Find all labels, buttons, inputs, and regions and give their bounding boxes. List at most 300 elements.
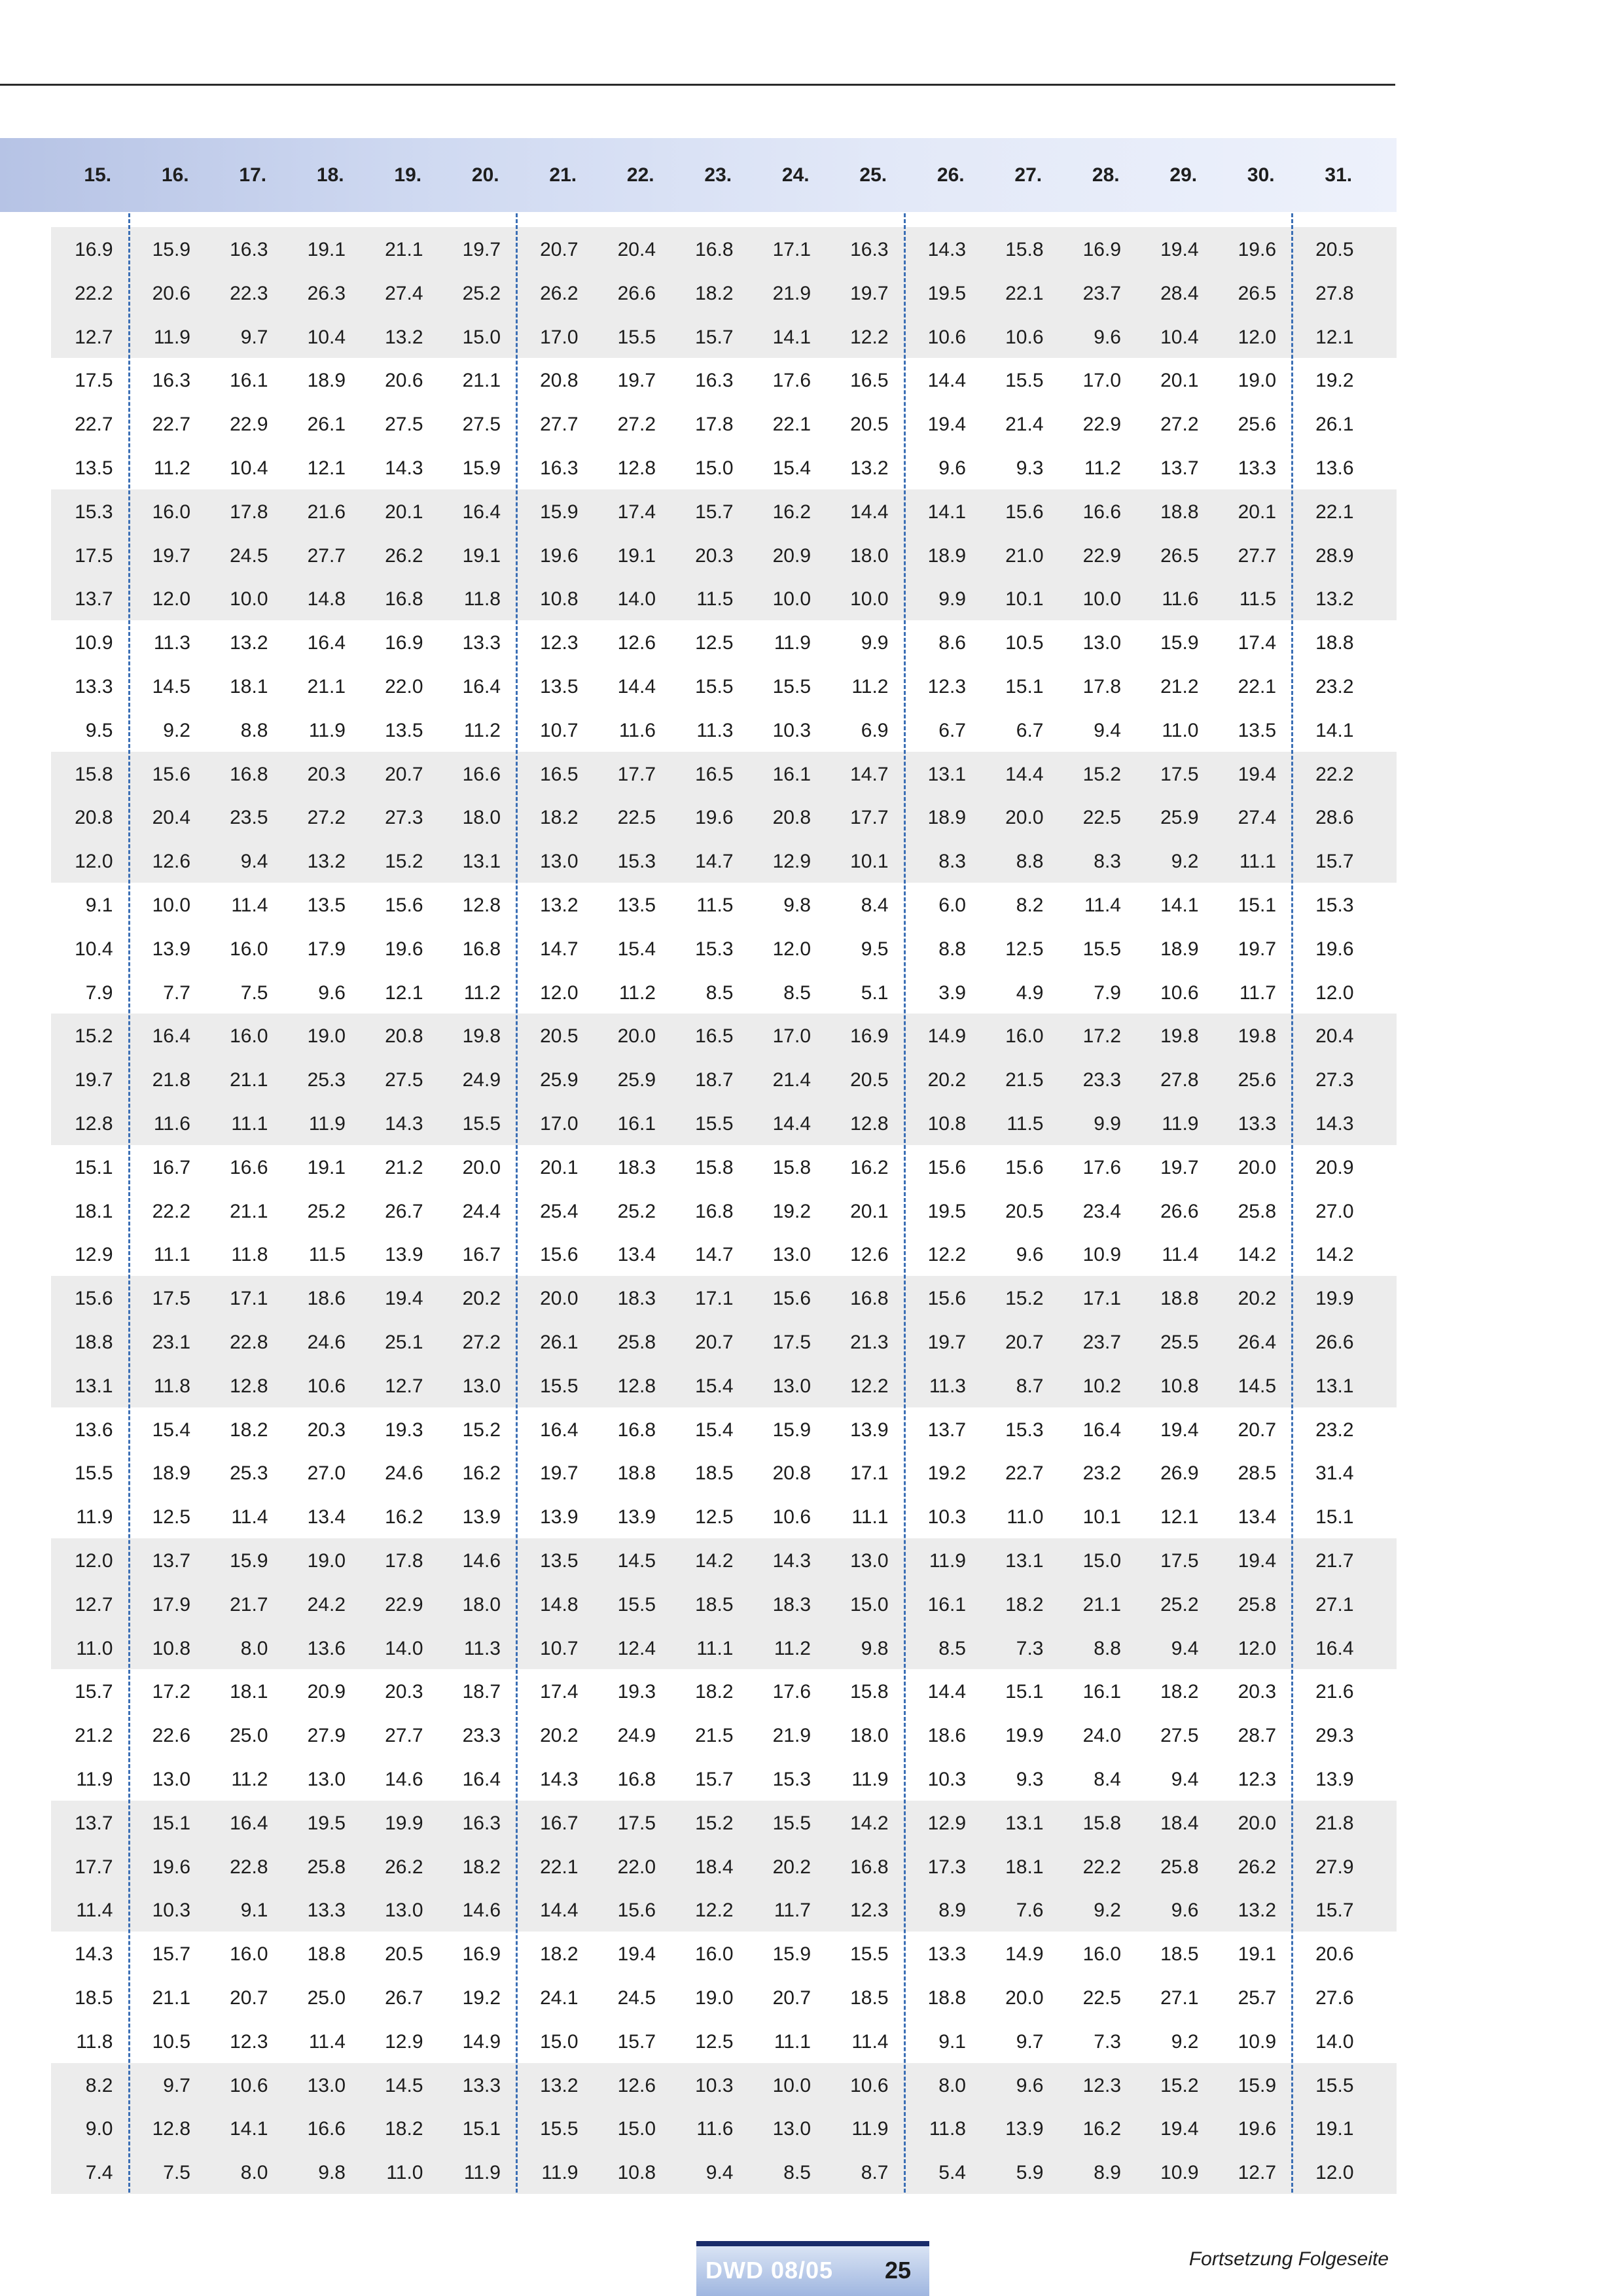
table-cell: 12.2: [927, 1244, 966, 1266]
table-cell: 10.4: [75, 938, 113, 960]
table-cell: 15.3: [1315, 894, 1354, 916]
table-cell: 17.2: [1082, 1025, 1121, 1048]
table-cell: 16.0: [695, 1943, 734, 1966]
table-cell: 25.8: [617, 1332, 656, 1353]
table-cell: 21.1: [307, 676, 346, 698]
table-cell: 13.4: [1238, 1506, 1276, 1528]
table-cell: 18.1: [75, 1200, 113, 1222]
table-cell: 25.2: [307, 1200, 346, 1222]
table-cell: 20.1: [1160, 370, 1199, 392]
table-cell: 27.4: [1238, 807, 1276, 829]
table-cell: 22.2: [152, 1200, 190, 1222]
table-cell: 16.5: [540, 763, 579, 785]
table-cell: 11.1: [774, 2030, 811, 2053]
table-cell: 15.7: [695, 1769, 734, 1790]
table-cell: 5.1: [861, 981, 889, 1004]
table-cell: 15.1: [152, 1812, 190, 1834]
table-cell: 8.2: [1016, 894, 1044, 916]
column-header: 26.: [936, 164, 965, 186]
table-cell: 11.3: [929, 1375, 966, 1397]
table-cell: 17.5: [75, 370, 113, 392]
table-cell: 15.0: [850, 1593, 889, 1616]
table-cell: 16.4: [1082, 1419, 1121, 1441]
table-cell: 10.2: [1082, 1375, 1121, 1397]
table-cell: 9.9: [938, 588, 966, 610]
table-cell: 14.4: [927, 1681, 966, 1703]
table-cell: 18.8: [617, 1462, 656, 1485]
table-cell: 21.8: [1315, 1812, 1354, 1834]
table-cell: 21.2: [385, 1156, 423, 1178]
table-cell: 19.6: [695, 807, 734, 829]
table-cell: 12.0: [75, 1550, 113, 1572]
table-cell: 15.6: [1005, 501, 1044, 523]
table-cell: 15.4: [617, 938, 656, 960]
table-cell: 13.9: [540, 1506, 579, 1528]
table-cell: 12.0: [540, 981, 579, 1004]
table-cell: 26.1: [540, 1332, 579, 1353]
table-cell: 17.3: [927, 1856, 966, 1878]
table-cell: 20.6: [152, 282, 190, 304]
table-cell: 11.9: [308, 1113, 346, 1135]
table-cell: 20.8: [772, 1462, 811, 1485]
column-header: 25.: [859, 164, 887, 186]
table-cell: 13.6: [75, 1419, 113, 1441]
table-cell: 20.0: [1005, 1987, 1044, 2009]
table-cell: 31.4: [1315, 1462, 1354, 1485]
table-cell: 15.4: [695, 1419, 734, 1441]
table-cell: 16.4: [462, 501, 501, 523]
table-cell: 10.9: [1160, 2162, 1199, 2184]
table-cell: 9.2: [1171, 2030, 1199, 2053]
table-cell: 13.7: [1160, 457, 1199, 479]
table-cell: 27.0: [1315, 1200, 1354, 1222]
table-cell: 10.8: [617, 2162, 656, 2184]
table-cell: 13.3: [1238, 457, 1276, 479]
table-cell: 18.0: [850, 544, 889, 567]
table-cell: 27.5: [462, 414, 501, 436]
table-cell: 15.7: [1315, 851, 1354, 873]
table-cell: 14.2: [850, 1812, 889, 1834]
table-cell: 10.6: [307, 1375, 346, 1397]
table-cell: 11.9: [308, 719, 346, 741]
table-cell: 11.2: [463, 719, 501, 741]
table-cell: 21.1: [152, 1987, 190, 2009]
table-cell: 15.7: [695, 326, 734, 348]
table-cell: 16.6: [307, 2118, 346, 2140]
table-cell: 28.5: [1238, 1462, 1276, 1485]
column-header: 18.: [316, 164, 344, 186]
table-cell: 17.6: [772, 1681, 811, 1703]
table-cell: 7.5: [240, 981, 268, 1004]
table-cell: 10.4: [1160, 326, 1199, 348]
table-cell: 19.7: [850, 282, 889, 304]
table-cell: 16.4: [462, 1769, 501, 1790]
table-cell: 11.8: [153, 1375, 190, 1397]
table-cell: 18.2: [695, 1681, 734, 1703]
table-cell: 17.1: [695, 1288, 734, 1310]
table-cell: 15.2: [75, 1025, 113, 1048]
table-cell: 17.4: [1238, 632, 1276, 654]
page-number: 25: [885, 2257, 912, 2284]
table-cell: 20.7: [1238, 1419, 1276, 1441]
table-cell: 8.8: [938, 938, 966, 960]
table-cell: 21.1: [385, 239, 423, 260]
table-cell: 20.9: [307, 1681, 346, 1703]
table-cell: 13.5: [617, 894, 656, 916]
table-cell: 13.7: [152, 1550, 190, 1572]
table-cell: 9.2: [163, 719, 190, 741]
table-cell: 13.0: [385, 1899, 423, 1922]
table-cell: 20.0: [1238, 1812, 1276, 1834]
table-cell: 10.3: [695, 2074, 734, 2096]
table-cell: 27.9: [307, 1725, 346, 1747]
table-cell: 9.1: [240, 1899, 268, 1922]
table-cell: 14.5: [617, 1550, 656, 1572]
table-cell: 25.9: [540, 1069, 579, 1091]
table-cell: 10.3: [772, 719, 811, 741]
table-cell: 19.5: [927, 1200, 966, 1222]
table-cell: 13.0: [772, 1375, 811, 1397]
table-cell: 9.2: [1094, 1899, 1121, 1922]
table-cell: 18.7: [462, 1681, 501, 1703]
table-cell: 18.8: [307, 1943, 346, 1966]
table-cell: 11.8: [231, 1244, 268, 1266]
table-cell: 15.6: [540, 1244, 579, 1266]
table-cell: 19.3: [385, 1419, 423, 1441]
table-cell: 14.3: [385, 1113, 423, 1135]
table-cell: 11.0: [1007, 1506, 1044, 1528]
table-cell: 24.1: [540, 1987, 579, 2009]
table-cell: 18.3: [772, 1593, 811, 1616]
table-cell: 17.9: [307, 938, 346, 960]
table-cell: 9.5: [861, 938, 889, 960]
table-cell: 11.6: [153, 1113, 190, 1135]
table-cell: 13.2: [540, 894, 579, 916]
table-cell: 20.4: [617, 239, 656, 260]
column-header: 20.: [471, 164, 499, 186]
table-cell: 16.4: [540, 1419, 579, 1441]
table-cell: 27.8: [1160, 1069, 1199, 1091]
table-cell: 15.8: [850, 1681, 889, 1703]
table-cell: 11.0: [1162, 719, 1199, 741]
table-cell: 25.0: [230, 1725, 268, 1747]
table-cell: 8.5: [705, 981, 734, 1004]
table-cell: 11.4: [851, 2030, 889, 2053]
table-cell: 21.9: [772, 282, 811, 304]
table-cell: 18.5: [1160, 1943, 1199, 1966]
table-cell: 15.1: [462, 2118, 501, 2140]
table-cell: 19.7: [927, 1332, 966, 1353]
table-cell: 17.0: [772, 1025, 811, 1048]
table-cell: 13.5: [540, 1550, 579, 1572]
table-cell: 19.5: [307, 1812, 346, 1834]
top-rule: [0, 84, 1395, 86]
table-cell: 11.2: [774, 1637, 811, 1659]
table-cell: 12.6: [850, 1244, 889, 1266]
table-cell: 9.2: [1171, 851, 1199, 873]
table-cell: 20.3: [307, 1419, 346, 1441]
table-cell: 18.2: [540, 1943, 579, 1966]
table-cell: 14.2: [695, 1550, 734, 1572]
table-cell: 11.8: [929, 2118, 966, 2140]
table-cell: 19.7: [540, 1462, 579, 1485]
table-cell: 7.7: [163, 981, 190, 1004]
table-cell: 10.4: [230, 457, 268, 479]
table-cell: 22.8: [230, 1856, 268, 1878]
table-cell: 20.5: [1005, 1200, 1044, 1222]
table-cell: 10.3: [152, 1899, 190, 1922]
table-cell: 9.8: [318, 2162, 346, 2184]
table-cell: 15.8: [75, 763, 113, 785]
table-cell: 15.5: [772, 676, 811, 698]
table-cell: 20.7: [1005, 1332, 1044, 1353]
table-cell: 20.0: [1005, 807, 1044, 829]
table-cell: 19.5: [927, 282, 966, 304]
table-cell: 15.1: [1005, 1681, 1044, 1703]
table-cell: 14.2: [1238, 1244, 1276, 1266]
table-cell: 20.7: [695, 1332, 734, 1353]
table-cell: 17.5: [772, 1332, 811, 1353]
table-cell: 14.0: [385, 1637, 423, 1659]
table-cell: 14.3: [927, 239, 966, 260]
column-divider: [1291, 213, 1293, 2193]
table-cell: 18.9: [927, 544, 966, 567]
table-cell: 8.5: [783, 2162, 811, 2184]
table-cell: 8.0: [240, 1637, 268, 1659]
table-cell: 9.6: [1171, 1899, 1199, 1922]
table-cell: 9.7: [240, 326, 268, 348]
table-cell: 16.7: [462, 1244, 501, 1266]
table-cell: 15.5: [462, 1113, 501, 1135]
table-cell: 15.7: [695, 501, 734, 523]
table-cell: 19.2: [462, 1987, 501, 2009]
table-cell: 15.4: [772, 457, 811, 479]
table-cell: 15.7: [75, 1681, 113, 1703]
table-cell: 17.5: [152, 1288, 190, 1310]
table-cell: 21.6: [1315, 1681, 1354, 1703]
table-cell: 13.2: [307, 851, 346, 873]
table-cell: 20.5: [850, 1069, 889, 1091]
table-cell: 25.8: [1238, 1200, 1276, 1222]
publication-label: DWD 08/05: [705, 2257, 834, 2284]
table-cell: 10.5: [152, 2030, 190, 2053]
table-cell: 19.6: [540, 544, 579, 567]
table-cell: 14.8: [307, 588, 346, 610]
table-cell: 20.8: [75, 807, 113, 829]
table-cell: 11.9: [774, 632, 811, 654]
table-cell: 21.6: [307, 501, 346, 523]
table-cell: 20.9: [772, 544, 811, 567]
column-header: 15.: [84, 164, 112, 186]
table-cell: 11.7: [1239, 981, 1276, 1004]
table-cell: 9.5: [85, 719, 113, 741]
table-cell: 16.0: [230, 1943, 268, 1966]
table-cell: 15.6: [385, 894, 423, 916]
table-cell: 13.5: [1238, 719, 1276, 741]
table-cell: 8.3: [938, 851, 966, 873]
table-cell: 24.6: [307, 1332, 346, 1353]
table-cell: 14.1: [230, 2118, 268, 2140]
table-cell: 22.5: [1082, 1987, 1121, 2009]
table-cell: 9.3: [1016, 1769, 1044, 1790]
table-cell: 20.7: [540, 239, 579, 260]
table-cell: 20.4: [1315, 1025, 1354, 1048]
table-cell: 15.2: [1005, 1288, 1044, 1310]
table-cell: 12.9: [927, 1812, 966, 1834]
table-cell: 25.0: [307, 1987, 346, 2009]
table-cell: 20.9: [1315, 1156, 1354, 1178]
table-cell: 16.6: [462, 763, 501, 785]
column-divider: [904, 213, 906, 2193]
table-cell: 19.4: [927, 414, 966, 436]
table-cell: 11.9: [76, 1506, 113, 1528]
table-cell: 15.5: [540, 1375, 579, 1397]
table-cell: 26.5: [1160, 544, 1199, 567]
table-cell: 27.7: [540, 414, 579, 436]
table-cell: 27.8: [1315, 282, 1354, 304]
table-cell: 10.6: [850, 2074, 889, 2096]
table-cell: 16.1: [772, 763, 811, 785]
table-cell: 14.4: [772, 1113, 811, 1135]
table-cell: 12.3: [1082, 2074, 1121, 2096]
table-cell: 18.9: [1160, 938, 1199, 960]
table-cell: 18.8: [1160, 1288, 1199, 1310]
table-cell: 9.6: [1016, 2074, 1044, 2096]
table-cell: 20.5: [1315, 239, 1354, 260]
table-cell: 19.7: [1238, 938, 1276, 960]
table-cell: 20.8: [772, 807, 811, 829]
table-cell: 15.9: [462, 457, 501, 479]
table-cell: 15.6: [152, 763, 190, 785]
table-cell: 12.0: [1315, 2162, 1354, 2184]
table-cell: 15.2: [1160, 2074, 1199, 2096]
table-cell: 20.2: [927, 1069, 966, 1091]
table-cell: 14.5: [1238, 1375, 1276, 1397]
table-cell: 16.0: [152, 501, 190, 523]
table-cell: 16.8: [385, 588, 423, 610]
table-cell: 11.1: [851, 1506, 889, 1528]
table-cell: 15.5: [1082, 938, 1121, 960]
table-cell: 13.3: [307, 1899, 346, 1922]
table-cell: 12.2: [850, 1375, 889, 1397]
table-cell: 13.0: [772, 1244, 811, 1266]
table-cell: 14.6: [462, 1899, 501, 1922]
table-cell: 13.9: [462, 1506, 501, 1528]
table-cell: 26.2: [540, 282, 579, 304]
table-cell: 11.9: [851, 2118, 889, 2140]
table-cell: 17.2: [152, 1681, 190, 1703]
table-cell: 11.9: [541, 2162, 579, 2184]
table-cell: 16.0: [230, 1025, 268, 1048]
table-cell: 12.3: [1238, 1769, 1276, 1790]
table-cell: 13.1: [927, 763, 966, 785]
table-cell: 23.5: [230, 807, 268, 829]
table-cell: 13.9: [850, 1419, 889, 1441]
table-cell: 16.4: [152, 1025, 190, 1048]
table-cell: 26.4: [1238, 1332, 1276, 1353]
table-cell: 9.8: [861, 1637, 889, 1659]
table-cell: 19.7: [617, 370, 656, 392]
table-cell: 9.8: [783, 894, 811, 916]
table-cell: 14.9: [927, 1025, 966, 1048]
table-cell: 7.3: [1016, 1637, 1044, 1659]
table-cell: 10.7: [540, 719, 579, 741]
table-cell: 15.4: [152, 1419, 190, 1441]
table-cell: 8.5: [783, 981, 811, 1004]
table-cell: 13.0: [1082, 632, 1121, 654]
footer-badge-rule: [696, 2241, 929, 2246]
table-cell: 12.8: [75, 1113, 113, 1135]
table-cell: 18.4: [1160, 1812, 1199, 1834]
table-cell: 20.1: [385, 501, 423, 523]
table-cell: 11.8: [463, 588, 501, 610]
table-cell: 10.9: [1238, 2030, 1276, 2053]
table-cell: 13.7: [75, 588, 113, 610]
table-cell: 18.5: [695, 1462, 734, 1485]
table-cell: 19.1: [307, 239, 346, 260]
table-cell: 13.3: [462, 2074, 501, 2096]
table-cell: 26.1: [1315, 414, 1354, 436]
table-cell: 18.6: [927, 1725, 966, 1747]
table-cell: 21.4: [772, 1069, 811, 1091]
table-cell: 8.0: [240, 2162, 268, 2184]
table-cell: 20.8: [385, 1025, 423, 1048]
table-cell: 18.0: [462, 1593, 501, 1616]
table-cell: 15.5: [772, 1812, 811, 1834]
table-cell: 20.0: [462, 1156, 501, 1178]
table-cell: 14.1: [927, 501, 966, 523]
table-cell: 25.2: [617, 1200, 656, 1222]
column-header: 23.: [704, 164, 732, 186]
table-cell: 10.1: [850, 851, 889, 873]
table-cell: 11.1: [153, 1244, 190, 1266]
table-cell: 12.8: [230, 1375, 268, 1397]
table-cell: 8.6: [938, 632, 966, 654]
continuation-note: Fortsetzung Folgeseite: [1188, 2248, 1389, 2270]
table-cell: 19.0: [695, 1987, 734, 2009]
table-cell: 23.3: [1082, 1069, 1121, 1091]
table-cell: 19.1: [307, 1156, 346, 1178]
table-cell: 22.2: [75, 282, 113, 304]
table-cell: 11.9: [76, 1769, 113, 1790]
table-cell: 16.3: [540, 457, 579, 479]
table-cell: 21.5: [695, 1725, 734, 1747]
table-cell: 11.8: [76, 2030, 113, 2053]
table-cell: 14.6: [385, 1769, 423, 1790]
table-cell: 19.2: [927, 1462, 966, 1485]
table-cell: 20.7: [230, 1987, 268, 2009]
table-cell: 15.5: [1315, 2074, 1354, 2096]
table-cell: 20.6: [385, 370, 423, 392]
table-cell: 11.4: [76, 1899, 113, 1922]
table-cell: 16.8: [850, 1288, 889, 1310]
table-cell: 23.2: [1315, 1419, 1354, 1441]
table-cell: 16.2: [462, 1462, 501, 1485]
table-cell: 15.2: [385, 851, 423, 873]
table-cell: 14.7: [540, 938, 579, 960]
column-header: 30.: [1247, 164, 1275, 186]
table-cell: 19.6: [1238, 2118, 1276, 2140]
table-cell: 12.7: [385, 1375, 423, 1397]
table-cell: 15.7: [1315, 1899, 1354, 1922]
table-cell: 26.6: [617, 282, 656, 304]
table-cell: 16.4: [462, 676, 501, 698]
table-cell: 12.0: [152, 588, 190, 610]
table-cell: 15.1: [1315, 1506, 1354, 1528]
table-cell: 13.3: [927, 1943, 966, 1966]
table-cell: 19.1: [617, 544, 656, 567]
table-cell: 23.4: [1082, 1200, 1121, 1222]
